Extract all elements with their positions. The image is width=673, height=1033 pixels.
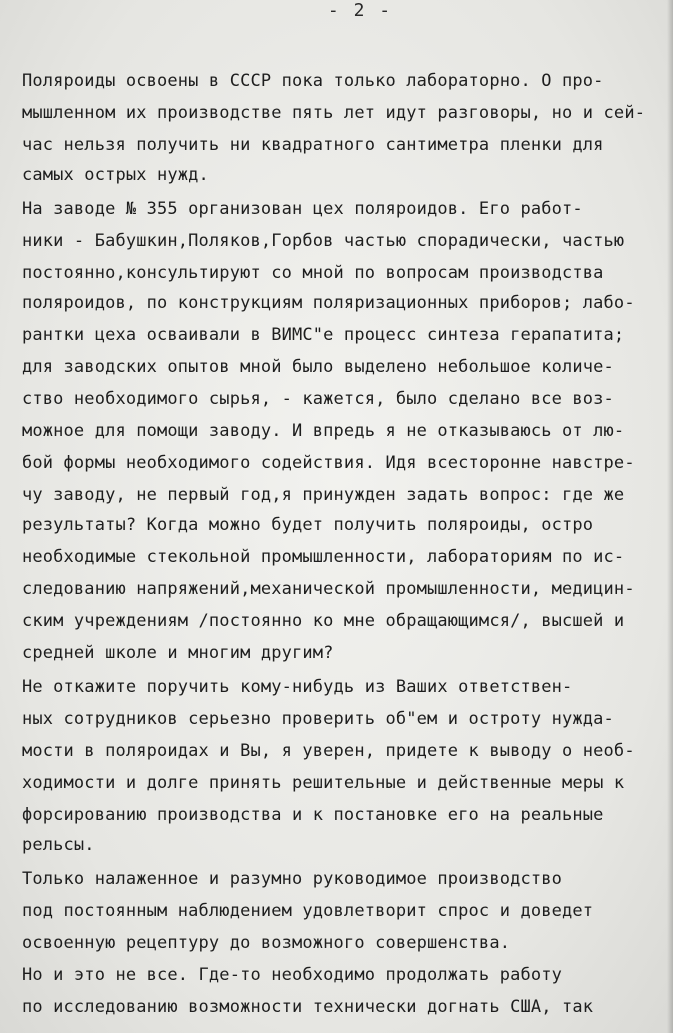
text-line: Но и это не все. Где-то необходимо продолжать работу [22, 965, 563, 985]
text-line: Только налаженное и разумно руководимое производство [22, 869, 563, 889]
page-edge-shadow [667, 0, 673, 1033]
text-line: форсированию производства и к постановке его на реальные [22, 805, 604, 825]
text-line: необходимые стекольной промышленности, лабораториям по ис- [22, 547, 625, 567]
text-line: ходимости и долге принять решительные и действенные меры к [22, 773, 625, 793]
text-line: Не откажите поручить кому-нибудь из Ваших ответствен- [22, 677, 573, 697]
text-line: под постоянным наблюдением удовлетворит спрос и доведет [22, 901, 594, 921]
page-number: - 2 - [327, 0, 393, 21]
text-line: освоенную рецептуру до возможного совершенства. [22, 933, 511, 953]
text-line: мышленном их производстве пять лет идут разговоры, но и сей- [22, 103, 646, 123]
text-line: рельсы. [22, 835, 95, 855]
text-line: поляроидов, по конструкциям поляризационных приборов; лабо- [22, 293, 635, 313]
text-line: час нельзя получить ни квадратного сантиметра пленки для [22, 135, 604, 155]
text-line: для заводских опытов мной было выделено небольшое количе- [22, 357, 614, 377]
text-line: постоянно,консультируют со мной по вопросам производства [22, 263, 604, 283]
text-line: бой формы необходимого содействия. Идя всесторонне навстре- [22, 453, 635, 473]
text-line: средней школе и многим другим? [22, 643, 334, 663]
text-line: самых острых нужд. [22, 165, 209, 185]
text-line: ство необходимого сырья, - кажется, было сделано все воз- [22, 389, 614, 409]
text-line: рантки цеха осваивали в ВИМС"е процесс синтеза герапатита; [22, 325, 625, 345]
text-line: ных сотрудников серьезно проверить об"ем и остроту нужда- [22, 709, 614, 729]
text-line: по исследованию возможности технически догнать США, так [22, 997, 594, 1017]
text-line: чу заводу, не первый год,я принужден задать вопрос: где же [22, 485, 625, 505]
text-line: результаты? Когда можно будет получить поляроиды, остро [22, 515, 594, 535]
text-line: ским учреждениям /постоянно ко мне обращающимся/, высшей и [22, 611, 625, 631]
text-line: можное для помощи заводу. И впредь я не отказываюсь от лю- [22, 421, 625, 441]
text-line: мости в поляроидах и Вы, я уверен, придете к выводу о необ- [22, 741, 635, 761]
text-line: следованию напряжений,механической промышленности, медицин- [22, 579, 635, 599]
text-line: Поляроиды освоены в СССР пока только лабораторно. О про- [22, 71, 604, 91]
text-line: ники - Бабушкин,Поляков,Горбов частью спорадически, частью [22, 231, 625, 251]
text-line: На заводе № 355 организован цех поляроидов. Его работ- [22, 199, 583, 219]
